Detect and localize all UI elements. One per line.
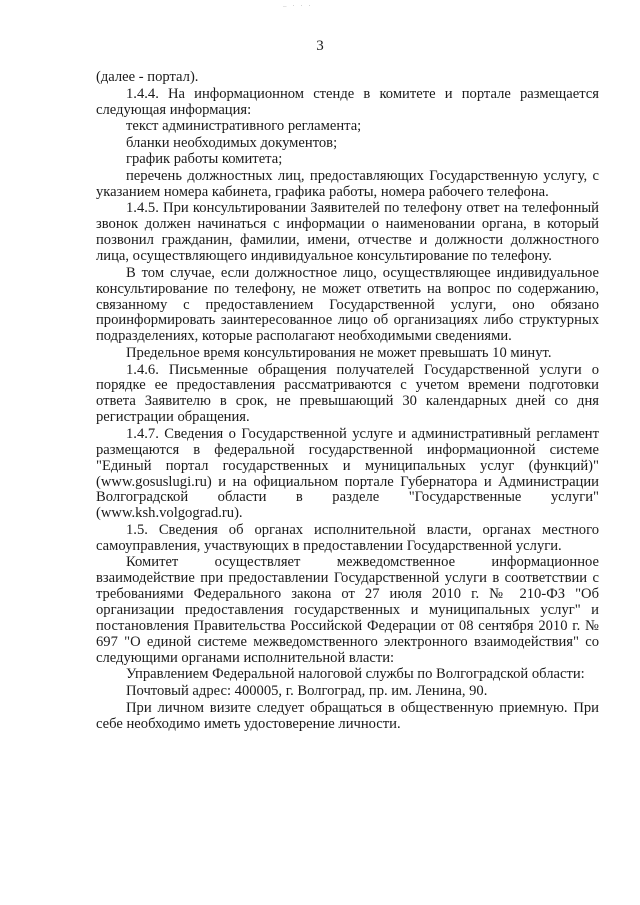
- paragraph: При личном визите следует обращаться в общественную приемную. При себе необходимо иметь удостоверение личности.: [96, 699, 599, 732]
- list-item: перечень должностных лиц, предоставляющих Государственную услугу, с указанием номера кабинета, графика работы, номера рабочего телефона.: [96, 167, 599, 200]
- scan-artifact: – · · ·: [283, 2, 313, 10]
- paragraph: Комитет осуществляет межведомственное информационное взаимодействие при предоставлении Государственной услуги в соответствии с требованиями Федерального закона от 27 июля 2010 г. № 210-ФЗ "Об организации предоставления государственных и муниципальных услуг" и постановления Правительства Российской Федерации от 08 сентября 2010 г. № 697 "О единой системе межведомственного электронного взаимодействия" со следующими органами исполнительной власти:: [96, 554, 599, 666]
- page-number: 3: [316, 38, 324, 54]
- list-item: бланки необходимых документов;: [126, 134, 338, 151]
- paragraph-1-4-4: 1.4.4. На информационном стенде в комитете и портале размещается следующая информация:: [96, 85, 599, 118]
- paragraph: Предельное время консультирования не может превышать 10 минут.: [126, 344, 552, 361]
- document-body: [96, 70, 599, 733]
- paragraph: В том случае, если должностное лицо, осуществляющее индивидуальное консультирование по телефону, не может ответить на вопрос по содержанию, связанному с предоставлением Государственной услуги, оно обязано проинформировать заинтересованное лицо об организациях либо структурных подразделениях, которые располагают необходимыми сведениями.: [96, 264, 599, 345]
- postal-address: Почтовый адрес: 400005, г. Волгоград, пр. им. Ленина, 90.: [126, 683, 488, 700]
- paragraph-1-4-7: 1.4.7. Сведения о Государственной услуге и административный регламент размещаются в федеральной государственной информационной системе "Единый портал государственных и муниципальных услуг (функций)" (www.gosuslugi.ru) и на официальном портале Губернатора и Администрации Волгоградской области в разделе "Государственные услуги" (www.ksh.volgograd.ru).: [96, 425, 599, 522]
- list-item: текст административного регламента;: [126, 118, 362, 135]
- paragraph-continuation: (далее - портал).: [96, 69, 199, 85]
- paragraph: Управлением Федеральной налоговой службы по Волгоградской области:: [126, 666, 585, 683]
- list-item: график работы комитета;: [126, 151, 283, 168]
- paragraph-1-4-5: 1.4.5. При консультировании Заявителей по телефону ответ на телефонный звонок должен начинаться с информации о наименовании органа, в который позвонил гражданин, фамилии, имени, отчестве и должности должностного лица, осуществляющего индивидуальное консультирование по телефону.: [96, 200, 599, 265]
- paragraph-1-4-6: 1.4.6. Письменные обращения получателей Государственной услуги о порядке ее предоставления рассматриваются с учетом времени подготовки ответа Заявителю в срок, не превышающий 30 календарных дней со дня регистрации обращения.: [96, 361, 599, 426]
- paragraph-1-5: 1.5. Сведения об органах исполнительной власти, органах местного самоуправления, участвующих в предоставлении Государственной услуги.: [96, 521, 599, 554]
